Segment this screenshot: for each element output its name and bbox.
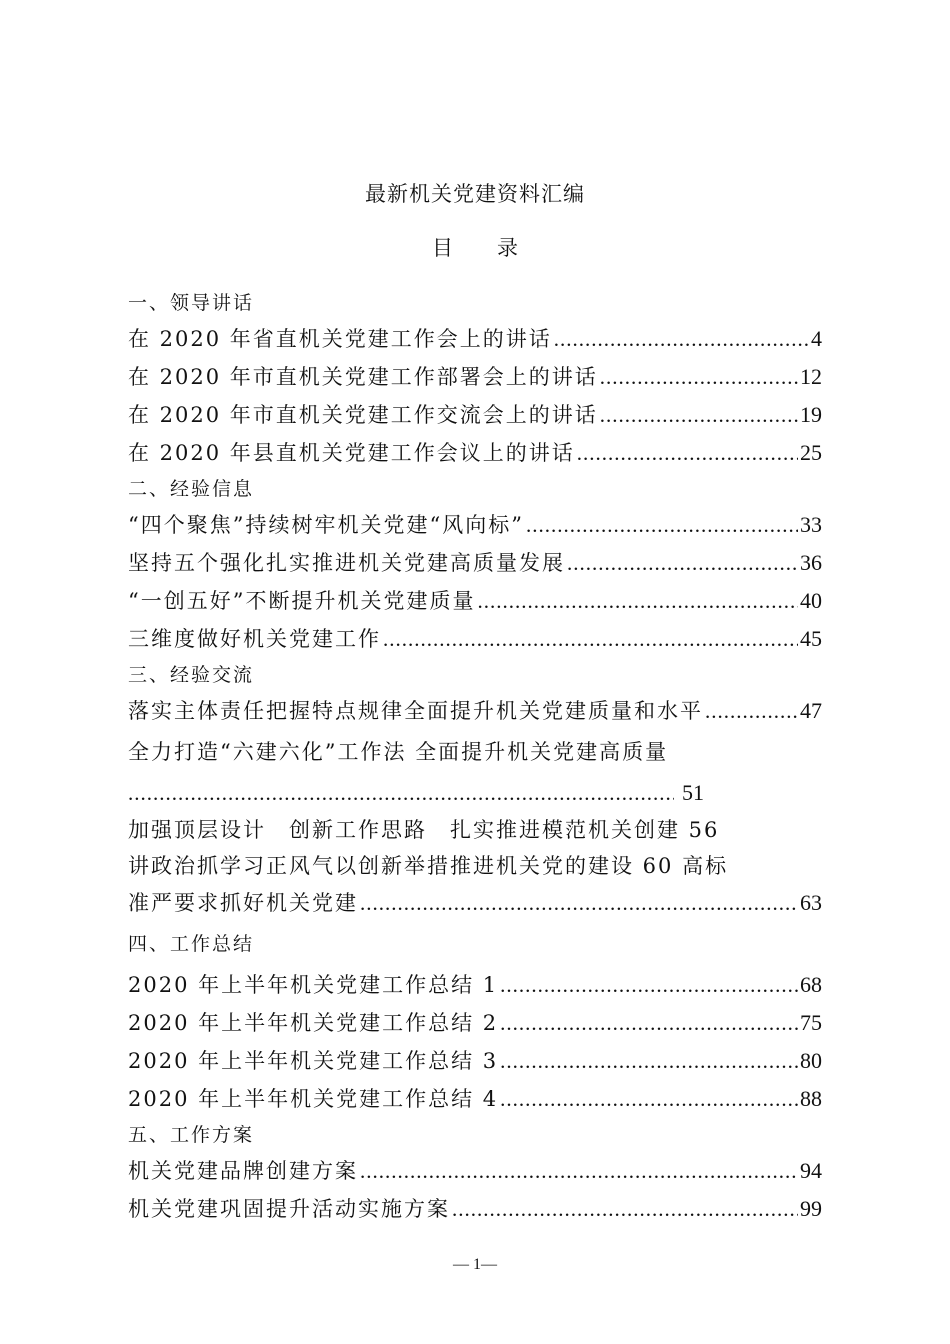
leader-dots [577, 434, 798, 472]
toc-entry-title: 在 2020 年市直机关党建工作部署会上的讲话 [128, 365, 598, 389]
toc-entry-title-wrapped[interactable]: 全力打造“六建六化”工作法 全面提升机关党建高质量 [128, 740, 669, 764]
toc-entry-title: “四个聚焦”持续树牢机关党建“风向标” [128, 513, 524, 537]
toc-entry-title: 2020 年上半年机关党建工作总结 2 [128, 1011, 499, 1035]
toc-entry-title: 2020 年上半年机关党建工作总结 4 [128, 1087, 499, 1111]
toc-entry-title: 在 2020 年省直机关党建工作会上的讲话 [128, 327, 552, 351]
leader-dots [360, 884, 798, 922]
toc-entry-title: 三维度做好机关党建工作 [128, 627, 381, 651]
toc-entry-page: 51 [682, 780, 704, 805]
leader-dots [526, 506, 798, 544]
toc-entry-page: 68 [800, 972, 822, 997]
toc-entry[interactable] [128, 692, 822, 730]
toc-entry-page: 25 [800, 440, 822, 465]
leader-dots [360, 1152, 798, 1190]
toc-entry-plain[interactable]: 加强顶层设计 创新工作思路 扎实推进模范机关创建 56 [128, 818, 720, 842]
toc-entry[interactable] [128, 358, 822, 396]
leader-dots [477, 582, 798, 620]
toc-entry-page: 88 [800, 1086, 822, 1111]
toc-entry-page: 47 [800, 698, 822, 723]
toc-entry-page: 63 [800, 890, 822, 915]
toc-entry-title: 在 2020 年市直机关党建工作交流会上的讲话 [128, 403, 598, 427]
section-heading-4: 四、工作总结 [128, 933, 255, 955]
toc-heading-char-1: 目 [432, 236, 453, 260]
toc-entry-continuation[interactable] [128, 774, 704, 812]
page-footer: — 1— [453, 1256, 497, 1273]
toc-entry-page: 4 [811, 326, 822, 351]
toc-entry[interactable] [128, 506, 822, 544]
toc-entry-page: 33 [800, 512, 822, 537]
section-heading-2: 二、经验信息 [128, 478, 255, 500]
toc-entry-page: 99 [800, 1196, 822, 1221]
toc-entry-title: 在 2020 年县直机关党建工作会议上的讲话 [128, 441, 575, 465]
toc-entry[interactable] [128, 320, 822, 358]
leader-dots [500, 966, 798, 1004]
leader-dots [600, 358, 798, 396]
toc-entry-title: 机关党建品牌创建方案 [128, 1159, 358, 1183]
toc-entry[interactable] [128, 620, 822, 658]
toc-entry[interactable] [128, 544, 822, 582]
toc-entry-title: 坚持五个强化扎实推进机关党建高质量发展 [128, 551, 565, 575]
toc-entry-plain[interactable]: 讲政治抓学习正风气以创新举措推进机关党的建设 60 高标 [128, 854, 729, 878]
leader-dots [554, 320, 809, 358]
toc-entry-page: 36 [800, 550, 822, 575]
toc-entry-page: 94 [800, 1158, 822, 1183]
leader-dots [383, 620, 798, 658]
toc-entry-page: 12 [800, 364, 822, 389]
toc-entry[interactable] [128, 1004, 822, 1042]
toc-entry-title: 2020 年上半年机关党建工作总结 1 [128, 973, 499, 997]
toc-entry[interactable] [128, 884, 822, 922]
toc-entry-page: 45 [800, 626, 822, 651]
toc-entry[interactable] [128, 396, 822, 434]
section-heading-5: 五、工作方案 [128, 1124, 255, 1146]
leader-dots [705, 692, 798, 730]
toc-entry-page: 40 [800, 588, 822, 613]
leader-dots [600, 396, 798, 434]
document-title: 最新机关党建资料汇编 [365, 182, 585, 206]
leader-dots [452, 1190, 798, 1228]
section-heading-1: 一、领导讲话 [128, 292, 255, 314]
leader-dots [128, 774, 674, 812]
leader-dots [500, 1080, 798, 1118]
section-heading-3: 三、经验交流 [128, 664, 255, 686]
leader-dots [500, 1042, 798, 1080]
toc-entry[interactable] [128, 1080, 822, 1118]
toc-entry-title: 机关党建巩固提升活动实施方案 [128, 1197, 450, 1221]
leader-dots [500, 1004, 798, 1042]
toc-entry-title: 落实主体责任把握特点规律全面提升机关党建质量和水平 [128, 699, 703, 723]
toc-entry[interactable] [128, 966, 822, 1004]
toc-entry[interactable] [128, 1190, 822, 1228]
toc-heading [0, 232, 950, 262]
toc-entry[interactable] [128, 1042, 822, 1080]
toc-entry-page: 75 [800, 1010, 822, 1035]
toc-entry[interactable] [128, 582, 822, 620]
leader-dots [567, 544, 798, 582]
toc-entry[interactable] [128, 1152, 822, 1190]
toc-entry-page: 19 [800, 402, 822, 427]
toc-entry-title: 准严要求抓好机关党建 [128, 891, 358, 915]
toc-entry-title: “一创五好”不断提升机关党建质量 [128, 589, 476, 613]
toc-entry-page: 80 [800, 1048, 822, 1073]
table-of-contents [128, 286, 822, 1228]
toc-entry-title: 2020 年上半年机关党建工作总结 3 [128, 1049, 499, 1073]
toc-entry[interactable] [128, 434, 822, 472]
toc-heading-char-2: 录 [497, 236, 518, 260]
